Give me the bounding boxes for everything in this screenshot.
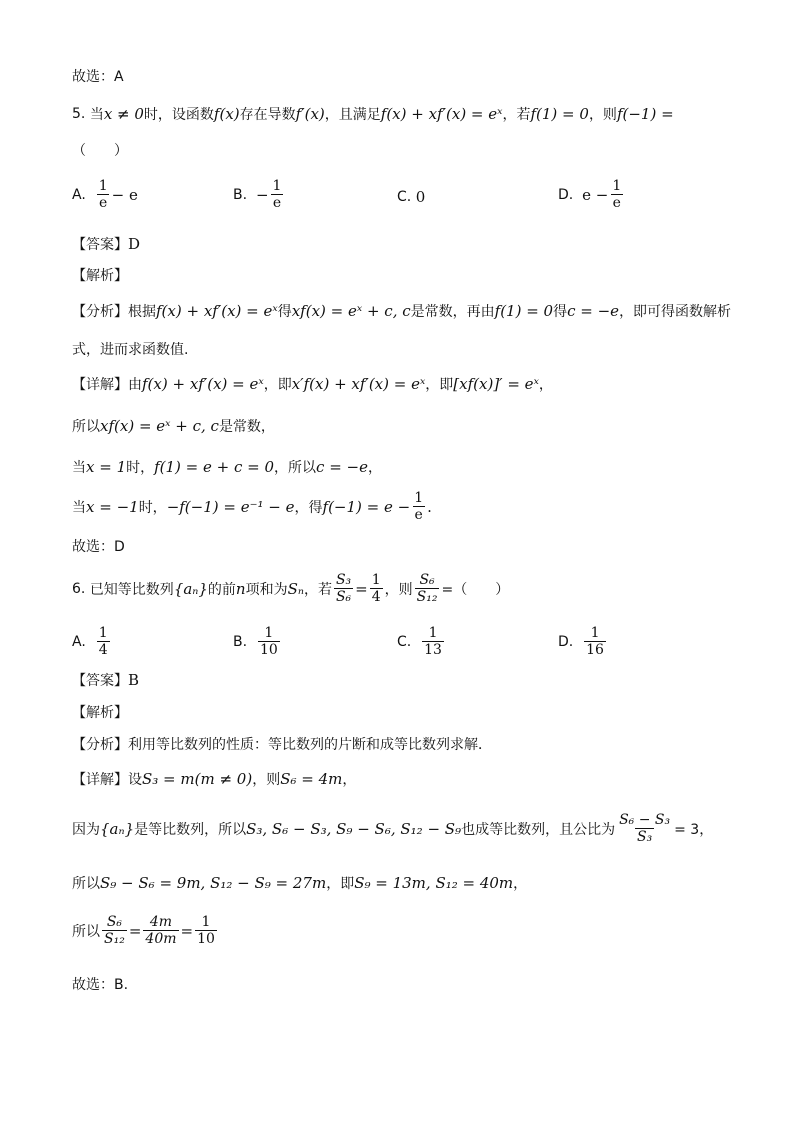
math: f(1) = e + c = 0 — [154, 458, 275, 476]
text: 根据 — [128, 304, 156, 320]
text: ，若 — [303, 581, 332, 598]
math: {aₙ} — [100, 819, 135, 838]
option-label: B. — [233, 633, 248, 650]
text: 设 — [128, 772, 142, 788]
math: S₉ − S₆ = 9m, S₁₂ − S₉ = 27m — [100, 874, 327, 892]
math: f(x) + xf′(x) = eˣ — [156, 302, 278, 320]
q5-math: f(x) — [213, 105, 240, 123]
text: 所以 — [72, 876, 100, 892]
answer-value: D — [128, 235, 141, 253]
fraction: $\frac{1}{e}$ — [414, 490, 424, 523]
q5-answer — [72, 234, 140, 254]
q5-option-b — [233, 178, 285, 211]
math: [xf(x)]′ = eˣ — [453, 375, 539, 393]
text: 当 — [72, 460, 86, 476]
text: 项和为 — [245, 581, 288, 598]
answer-value: B — [128, 671, 140, 689]
text: 由 — [128, 377, 142, 393]
fraction: $\frac{1}{10}$ — [259, 625, 278, 658]
q5-math: f(−1) = — [616, 105, 674, 123]
text: ， — [342, 772, 357, 788]
text: ，则 — [384, 581, 413, 598]
q5-xiangjie-2 — [72, 416, 275, 436]
q6-option-c — [397, 625, 446, 658]
fenxi-tag: 【分析】 — [72, 737, 128, 753]
q6-xiangjie-4 — [72, 914, 219, 947]
text: 所以 — [72, 419, 100, 435]
q6-fenxi — [72, 734, 492, 754]
text: 所以 — [72, 923, 100, 940]
fraction: $\frac{\text{S₆}}{\text{S₁₂}}$ — [416, 572, 438, 605]
q6-analysis-tag: 【解析】 — [72, 705, 128, 721]
q5-xiangjie-1 — [72, 374, 553, 394]
text: 时， — [138, 499, 167, 516]
text: 是常数，再由 — [410, 304, 495, 320]
math: f(−1) = e − — [322, 497, 411, 516]
math: S₆ = 4m — [280, 770, 343, 788]
option-label: D. — [558, 633, 574, 650]
text: = — [128, 921, 142, 940]
q6-option-d — [558, 625, 608, 658]
q6-number: 6. — [72, 580, 86, 597]
option-label: A. — [72, 186, 86, 203]
math: {aₙ} — [173, 579, 208, 598]
text: 得 — [277, 304, 292, 320]
answer-tag: 【答案】 — [72, 237, 128, 253]
fraction: $\frac{\text{S₃}}{\text{S₆}}$ — [335, 572, 352, 605]
q6-xiangjie-3 — [72, 873, 527, 893]
fenxi-tag: 【分析】 — [72, 304, 128, 320]
fraction: $\frac{1}{e}$ — [272, 178, 282, 211]
text: ， — [538, 377, 553, 393]
q5-option-d — [558, 178, 625, 211]
fraction: $\frac{1}{e}$ — [612, 178, 622, 211]
q5-math: x ≠ 0 — [103, 105, 144, 123]
text: ，得 — [294, 499, 323, 516]
text: 的前 — [207, 581, 236, 598]
q5-text: ，且满足 — [324, 107, 381, 123]
q5-text: 当 — [89, 107, 104, 123]
option-label: D. — [558, 186, 574, 203]
fraction: $\frac{1}{e}$ — [98, 178, 108, 211]
text: 时， — [126, 460, 155, 476]
math: S₃, S₆ − S₃, S₉ − S₆, S₁₂ − S₉ — [246, 819, 462, 838]
q5-number: 5. — [72, 106, 86, 122]
q5-xiangjie-4 — [72, 490, 432, 523]
text: ， — [513, 876, 528, 892]
option-text: − — [255, 185, 269, 204]
math: x = 1 — [86, 458, 127, 476]
q6-answer — [72, 670, 139, 690]
text: ，即可得函数解析 — [619, 304, 732, 320]
text: 已知等比数列 — [89, 581, 174, 598]
text: ，即 — [425, 377, 454, 393]
q6-stem — [72, 572, 509, 605]
text: = — [355, 579, 368, 598]
text: ，则 — [252, 772, 281, 788]
q5-fenxi-line2: 式，进而求函数值. — [72, 342, 189, 358]
math: xf(x) = eˣ + c, c — [100, 417, 219, 435]
q5-stem — [72, 104, 674, 124]
math: c = −e — [316, 458, 368, 476]
q5-math: f(1) = 0 — [530, 105, 589, 123]
fraction: $\frac{\text{S₆ − S₃}}{\text{S₃}}$ — [619, 812, 671, 845]
q5-fenxi — [72, 301, 731, 321]
q6-select: 故选：B. — [72, 977, 129, 993]
text: 当 — [72, 499, 86, 516]
q5-text: ，则 — [588, 107, 617, 123]
text: 是常数， — [218, 419, 275, 435]
math: S₉ = 13m, S₁₂ = 40m — [354, 874, 514, 892]
math: S₃ = m(m ≠ 0) — [142, 770, 253, 788]
option-label: C. — [397, 633, 412, 650]
text: . — [427, 497, 432, 516]
q5-option-a — [72, 178, 138, 211]
prev-answer-select: 故选：A — [72, 69, 124, 85]
text: 利用等比数列的性质：等比数列的片断和成等比数列求解． — [128, 737, 492, 753]
text: 得 — [553, 304, 568, 320]
text: 是等比数列，所以 — [134, 821, 247, 838]
math: xf(x) = eˣ + c, c — [291, 302, 411, 320]
text: ，即 — [263, 377, 292, 393]
fraction: $\frac{4m}{40m}$ — [145, 914, 177, 947]
option-text: e − — [582, 185, 609, 204]
q5-xiangjie-3 — [72, 457, 382, 477]
text: ， — [368, 460, 382, 476]
math: −f(−1) = e⁻¹ − e — [166, 497, 295, 516]
math: f(1) = 0 — [494, 302, 554, 320]
math: f(x) + xf′(x) = eˣ — [142, 375, 264, 393]
math: c = −e — [567, 302, 620, 320]
fraction: $\frac{1}{4}$ — [371, 572, 381, 605]
text: 也成等比数列，且公比为 — [461, 821, 616, 838]
q5-text: ，若 — [502, 107, 531, 123]
math: n — [235, 579, 246, 598]
fraction: $\frac{1}{16}$ — [586, 625, 604, 658]
option-label: C. — [397, 189, 412, 205]
option-text: 0 — [415, 188, 426, 206]
q5-math: f′(x) — [295, 105, 325, 123]
text: = 3， — [674, 821, 714, 838]
q5-analysis-tag: 【解析】 — [72, 268, 128, 284]
q5-paren: （ ） — [72, 143, 128, 159]
fraction: $\frac{1}{13}$ — [424, 625, 442, 658]
option-label: B. — [233, 186, 248, 203]
xiangjie-tag: 【详解】 — [72, 772, 128, 788]
xiangjie-tag: 【详解】 — [72, 377, 128, 393]
fraction: $\frac{1}{10}$ — [197, 914, 215, 947]
text: ，即 — [326, 876, 355, 892]
text: = — [180, 921, 194, 940]
fraction: $\frac{1}{4}$ — [98, 625, 108, 658]
q5-select: 故选：D — [72, 539, 125, 555]
text: ，所以 — [274, 460, 317, 476]
q6-xiangjie-2 — [72, 812, 713, 845]
answer-tag: 【答案】 — [72, 673, 128, 689]
q5-math: f(x) + xf′(x) = eˣ — [380, 105, 503, 123]
fraction: $\frac{\text{S₆}}{\text{S₁₂}}$ — [104, 914, 125, 947]
q5-option-c — [397, 188, 425, 206]
math: Sₙ — [287, 579, 304, 598]
text: =（ ） — [441, 581, 510, 598]
q5-text: 存在导数 — [239, 107, 296, 123]
math: x′f(x) + xf′(x) = eˣ — [291, 375, 426, 393]
option-text: − e — [111, 185, 138, 204]
option-label: A. — [72, 633, 86, 650]
math: x = −1 — [86, 497, 139, 516]
q5-text: 时，设函数 — [143, 107, 214, 123]
text: 因为 — [72, 821, 100, 838]
q6-xiangjie-1 — [72, 769, 356, 789]
q6-option-b — [233, 625, 282, 658]
q6-option-a — [72, 625, 112, 658]
